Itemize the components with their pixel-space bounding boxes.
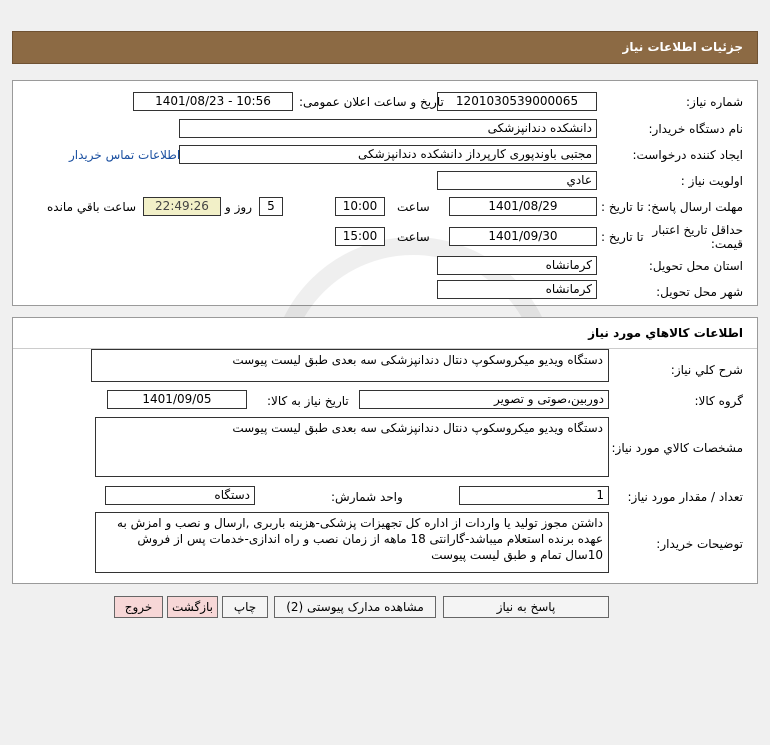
need-number-field: 1201030539000065 bbox=[437, 92, 597, 111]
deadline-date-field: 1401/08/29 bbox=[449, 197, 597, 216]
summary-label: شرح کلي نیاز: bbox=[670, 363, 743, 377]
page-header bbox=[12, 31, 758, 64]
qty-label: تعداد / مقدار مورد نیاز: bbox=[627, 490, 743, 504]
reply-button[interactable]: پاسخ به نیاز bbox=[443, 596, 609, 618]
need-date-field: 1401/09/05 bbox=[107, 390, 247, 409]
validity-until-label: تا تاریخ : bbox=[601, 230, 644, 244]
qty-field: 1 bbox=[459, 486, 609, 505]
province-field: کرمانشاه bbox=[437, 256, 597, 275]
validity-time-label: ساعت bbox=[397, 230, 430, 244]
days-remaining-field: 5 bbox=[259, 197, 283, 216]
unit-label: واحد شمارش: bbox=[331, 490, 403, 504]
attachments-button[interactable]: مشاهده مدارک پیوستی (2) bbox=[274, 596, 436, 618]
city-label: شهر محل تحویل: bbox=[656, 285, 743, 299]
back-button[interactable]: بازگشت bbox=[167, 596, 218, 618]
buyer-org-field: دانشکده دندانپزشکی bbox=[179, 119, 597, 138]
page-title: جزئیات اطلاعات نیاز bbox=[622, 40, 743, 54]
priority-label: اولویت نیاز : bbox=[680, 174, 743, 188]
creator-label: ایجاد کننده درخواست: bbox=[632, 148, 743, 162]
need-number-label: شماره نیاز: bbox=[686, 95, 743, 109]
group-field: دوربین،صوتی و تصویر bbox=[359, 390, 609, 409]
exit-button[interactable]: خروج bbox=[114, 596, 163, 618]
priority-field: عادي bbox=[437, 171, 597, 190]
deadline-time-label: ساعت bbox=[397, 200, 430, 214]
announce-datetime-field: 1401/08/23 - 10:56 bbox=[133, 92, 293, 111]
city-field: کرمانشاه bbox=[437, 280, 597, 299]
buyer-org-label: نام دستگاه خریدار: bbox=[648, 122, 743, 136]
announce-label: تاریخ و ساعت اعلان عمومی: bbox=[299, 95, 444, 109]
validity-label: حداقل تاریخ اعتبار قیمت: bbox=[652, 223, 743, 251]
desc-field: داشتن مجوز تولید یا واردات از اداره کل تجهیزات پزشکی-هزینه باربری ,ارسال و نصب و امزش به عهده برنده استعلام میباشد-گارانتی 18 ماهه از زمان نصب و راه اندازی-خدمات پس از فروش 10سال تمام و طبق لیست پیوست bbox=[95, 512, 609, 573]
days-label: روز و bbox=[225, 200, 252, 214]
deadline-label: مهلت ارسال پاسخ: bbox=[647, 200, 743, 214]
desc-label: توضیحات خریدار: bbox=[656, 537, 743, 551]
validity-date-field: 1401/09/30 bbox=[449, 227, 597, 246]
print-button[interactable]: چاپ bbox=[222, 596, 268, 618]
spec-label: مشخصات کالاي مورد نیاز: bbox=[611, 441, 743, 455]
goods-info-panel bbox=[12, 317, 758, 584]
creator-field: مجتبی باوندپوری کارپرداز دانشکده دندانپزشکی bbox=[179, 145, 597, 164]
group-label: گروه کالا: bbox=[694, 394, 743, 408]
need-date-label: تاریخ نیاز به کالا: bbox=[267, 394, 349, 408]
deadline-until-label: تا تاریخ : bbox=[601, 200, 644, 214]
goods-section-title: اطلاعات کالاهاي مورد نیاز bbox=[588, 326, 743, 340]
validity-time-field: 15:00 bbox=[335, 227, 385, 246]
province-label: استان محل تحویل: bbox=[648, 259, 743, 273]
deadline-time-field: 10:00 bbox=[335, 197, 385, 216]
need-info-panel bbox=[12, 80, 758, 306]
buyer-contact-link[interactable]: اطلاعات تماس خریدار bbox=[69, 148, 181, 162]
unit-field: دستگاه bbox=[105, 486, 255, 505]
spec-field: دستگاه ویدیو میکروسکوپ دنتال دندانپزشکی سه بعدی طبق لیست پیوست bbox=[95, 417, 609, 477]
summary-field: دستگاه ویدیو میکروسکوپ دنتال دندانپزشکی سه بعدی طبق لیست پیوست bbox=[91, 349, 609, 382]
remaining-time-field: 22:49:26 bbox=[143, 197, 221, 216]
remaining-time-label: ساعت باقي مانده bbox=[47, 200, 137, 214]
